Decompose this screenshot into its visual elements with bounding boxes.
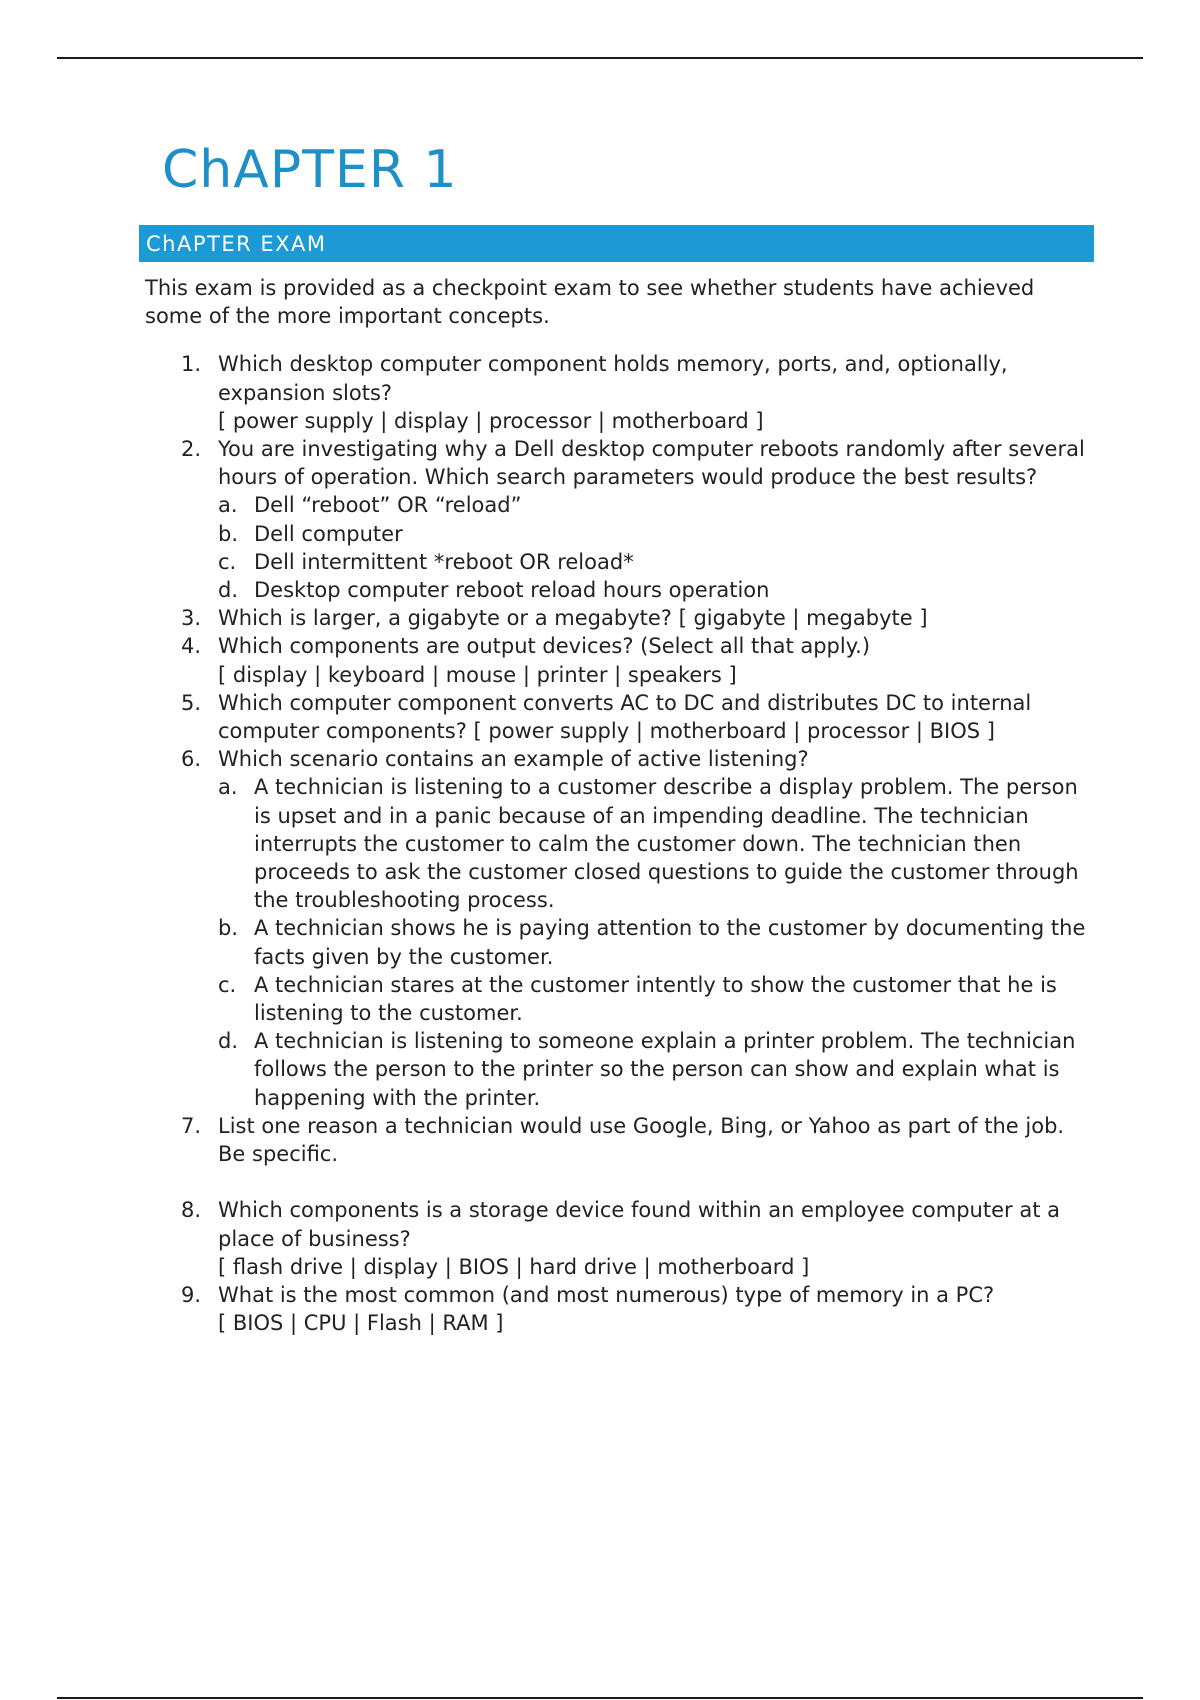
choice-letter: a. [218,775,238,800]
question-item [145,1112,1095,1168]
choice-list [218,491,1095,604]
choice-letter: a. [218,493,238,518]
question-number: 6. [181,747,202,772]
choice-text: A technician is listening to someone explain a printer problem. The technician follows the person to the printer so the person can show and explain what is happening with the printer. [254,1029,1076,1110]
question-text: What is the most common (and most numerous) type of memory in a PC? [218,1282,995,1307]
choice-letter: b. [218,521,239,546]
choice-list [218,773,1095,1111]
choice-letter: d. [218,1029,239,1054]
section-title: ChAPTER EXAM [146,232,327,256]
question-number: 8. [181,1198,202,1223]
choice-letter: d. [218,578,239,603]
question-item [145,745,1095,1112]
section-header-bar [139,225,1094,262]
choice-item [218,548,1095,576]
question-number: 7. [181,1113,202,1138]
question-item [145,435,1095,604]
answer-options: [ flash drive | display | BIOS | hard drive | motherboard ] [218,1254,810,1279]
question-item [145,689,1095,745]
top-rule [57,57,1143,59]
choice-text: A technician stares at the customer intently to show the customer that he is listening to the customer. [254,972,1057,1026]
choice-text: Dell “reboot” OR “reload” [254,493,522,518]
choice-item [218,971,1095,1027]
exam-content [145,274,1095,1337]
question-text: Which components are output devices? (Select all that apply.) [218,634,871,659]
question-number: 1. [181,352,202,377]
chapter-title: ChAPTER 1 [162,140,458,200]
choice-text: Dell computer [254,521,403,546]
choice-item [218,576,1095,604]
question-list [145,350,1095,1337]
intro-paragraph: This exam is provided as a checkpoint exam to see whether students have achieved some of the more important concepts. [145,276,1035,329]
choice-item [218,1027,1095,1112]
choice-item [218,914,1095,970]
choice-letter: b. [218,916,239,941]
question-number: 3. [181,606,202,631]
choice-text: A technician is listening to a customer describe a display problem. The person is upset and in a panic because of an impending deadline. The technician interrupts the customer to calm the customer down. The technician then proceeds to ask the customer closed questions to guide the customer through the troubleshooting process. [254,775,1079,913]
choice-text: Desktop computer reboot reload hours operation [254,578,770,603]
question-text: You are investigating why a Dell desktop computer reboots randomly after several hours of operation. Which search parameters would produce the best results? [218,437,1085,490]
question-text: Which components is a storage device found within an employee computer at a place of business? [218,1198,1060,1251]
question-number: 4. [181,634,202,659]
question-text: Which is larger, a gigabyte or a megabyte? [ gigabyte | megabyte ] [218,606,928,631]
question-text: Which scenario contains an example of active listening? [218,747,809,772]
question-number: 2. [181,437,202,462]
answer-options: [ BIOS | CPU | Flash | RAM ] [218,1311,504,1336]
choice-text: A technician shows he is paying attention to the customer by documenting the facts given by the customer. [254,916,1086,969]
question-text: Which desktop computer component holds memory, ports, and, optionally, expansion slots? [218,352,1008,405]
question-item [145,350,1095,435]
answer-options: [ power supply | display | processor | motherboard ] [218,408,764,433]
question-number: 5. [181,690,202,715]
bottom-rule [57,1697,1143,1699]
question-item [145,604,1095,632]
question-number: 9. [181,1282,202,1307]
question-item [145,1281,1095,1337]
question-item [145,632,1095,688]
choice-item [218,491,1095,519]
question-item [145,1196,1095,1281]
choice-letter: c. [218,972,237,997]
choice-letter: c. [218,549,237,574]
question-text: Which computer component converts AC to DC and distributes DC to internal computer components? [ power supply | motherboard | processor | BIOS ] [218,690,1032,744]
question-text: List one reason a technician would use Google, Bing, or Yahoo as part of the job. Be specific. [218,1113,1065,1167]
choice-item [218,773,1095,914]
answer-options: [ display | keyboard | mouse | printer | speakers ] [218,662,737,687]
choice-text: Dell intermittent *reboot OR reload* [254,549,634,574]
choice-item [218,520,1095,548]
